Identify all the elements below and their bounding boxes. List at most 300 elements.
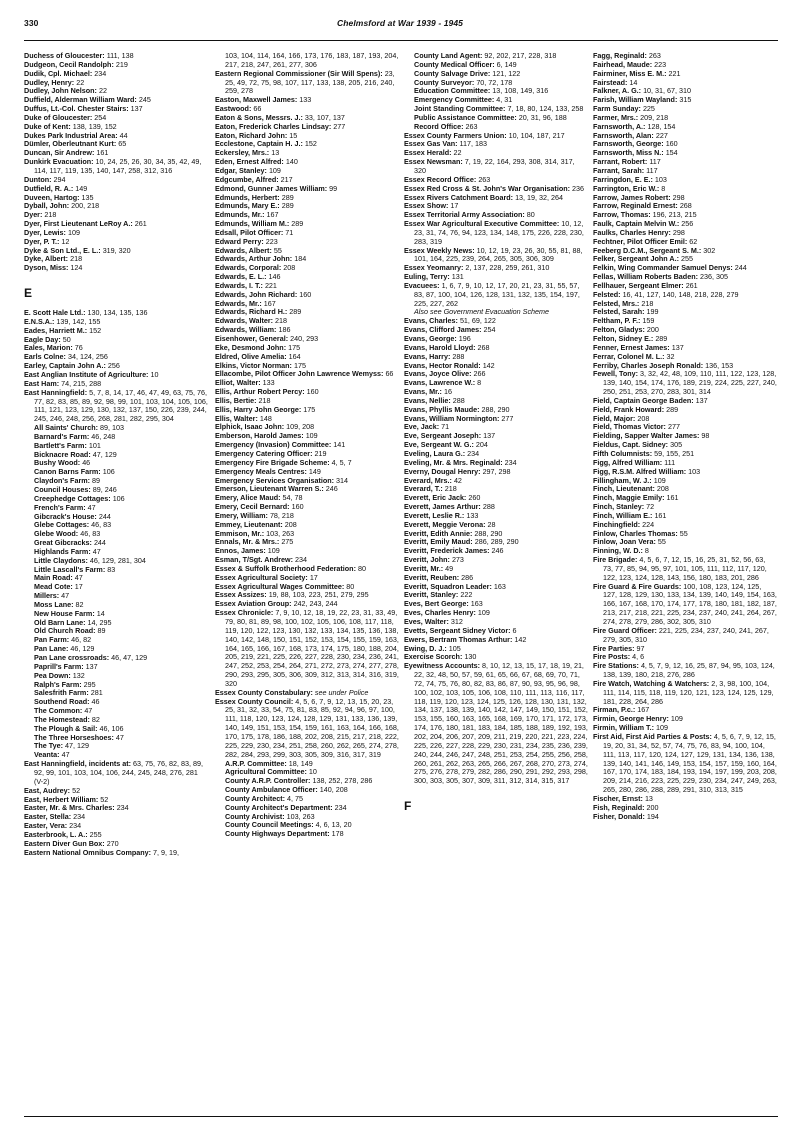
entry-name: Finlow, Charles Thomas: xyxy=(593,528,678,538)
entry-name: Edmunds, Herbert: xyxy=(215,192,280,202)
entry-pages: 46, 83 xyxy=(80,529,101,539)
entry-pages: 10, 12, 23, 31, 74, 76, 94, 123, 134, 148, 175, 226, 228, 230, 283, 319 xyxy=(414,219,584,246)
entry-pages: 289 xyxy=(281,201,294,211)
entry-name: Southend Road: xyxy=(34,697,90,707)
entry-name: Great Gibcracks: xyxy=(34,538,92,548)
entry-name: Exercise Scorch: xyxy=(404,652,463,662)
entry-pages: 106 xyxy=(102,467,115,477)
entry-name: Glebe Wood: xyxy=(34,529,79,539)
entry-name: Essex Show: xyxy=(404,201,449,211)
entry-pages: 161 xyxy=(96,148,109,158)
entry-pages: 46, 47, 129 xyxy=(111,653,148,662)
index-column-1 xyxy=(24,52,208,857)
entry-pages: 6 xyxy=(512,625,517,635)
entry-pages: 111 xyxy=(664,457,676,467)
entry-name: Duffield, Alderman William Ward: xyxy=(24,95,137,105)
entry-pages: 89, 246 xyxy=(92,484,117,494)
entry-pages: 225 xyxy=(642,104,655,114)
entry-name: Fire Posts: xyxy=(593,652,631,662)
index-entry xyxy=(24,158,208,176)
entry-pages: 160 xyxy=(299,289,312,299)
entry-pages: 246 xyxy=(491,546,504,556)
entry-pages: 47, 129 xyxy=(92,449,117,459)
entry-pages: 10, 24, 25, 26, 30, 34, 35, 42, 49, 114, 117, 119, 135, 140, 147, 258, 312, 316 xyxy=(34,157,202,175)
entry-pages: 131 xyxy=(451,272,464,282)
index-entry xyxy=(24,264,208,273)
entry-name: Eckersley, Mrs.: xyxy=(215,148,270,158)
entry-name: Edwards, Walter: xyxy=(215,316,274,326)
entry-name: Farrington, Eric W.: xyxy=(593,183,660,193)
entry-pages: 78, 218 xyxy=(269,510,294,520)
entry-pages: 10 xyxy=(308,767,317,777)
entry-pages: 109 xyxy=(67,227,80,237)
entry-pages: 47 xyxy=(61,750,70,760)
entry-name: Eveling, Mr. & Mrs. Reginald: xyxy=(404,457,503,467)
entry-pages: 33, 107, 137 xyxy=(304,112,345,122)
entry-pages: 221, 225, 234, 237, 240, 241, 267, 279, 305, 310 xyxy=(603,625,769,644)
entry-pages: 160 xyxy=(306,387,319,397)
entry-name: Fagg, Reginald: xyxy=(593,51,647,60)
entry-name: Everitt, Edith Annie: xyxy=(404,528,473,538)
entry-name: Fischer, Ernst: xyxy=(593,793,643,803)
entry-name: Edwards, William: xyxy=(215,325,277,335)
entry-name: Fire Brigade: xyxy=(593,555,638,565)
entry-pages: 8 xyxy=(477,378,482,388)
entry-name: Finning, W. D.: xyxy=(593,546,643,556)
entry-name: The Homestead: xyxy=(34,714,90,724)
entry-pages: 7, 18, 80, 124, 133, 258 xyxy=(507,104,584,114)
entry-pages: 255 xyxy=(89,829,102,839)
entry-pages: 71 xyxy=(441,422,450,432)
entry-pages: 15 xyxy=(289,130,298,140)
entry-name: Edwards, Albert: xyxy=(215,245,272,255)
entry-pages: 294 xyxy=(53,174,66,184)
entry-pages: 4, 31 xyxy=(496,95,513,105)
entry-name: Evans, Nellie: xyxy=(404,395,451,405)
entry-pages: 137 xyxy=(483,431,496,441)
entry-pages: 89 xyxy=(92,476,101,486)
entry-name: Felker, Sergeant John A.: xyxy=(593,254,680,264)
entry-name: Ennals, Mr. & Mrs.: xyxy=(215,537,280,547)
entry-pages: 256 xyxy=(681,219,694,229)
entry-name: County Council Meetings: xyxy=(225,820,314,830)
entry-name: Eastern National Omnibus Company: xyxy=(24,847,151,857)
entry-pages: 83 xyxy=(107,564,116,574)
entry-name: A.R.P. Committee: xyxy=(225,758,287,768)
entry-pages: 208 xyxy=(637,413,650,423)
entry-pages: 186 xyxy=(278,325,291,335)
entry-name: Edmunds, Mary E.: xyxy=(215,201,280,211)
entry-pages: 1, 6, 7, 9, 10, 12, 17, 20, 21, 23, 31, 55, 57, 83, 87, 100, 104, 126, 128, 131, 132, 135, 154, 197, 225, 227, 262 xyxy=(414,280,580,308)
entry-name: Dyer: xyxy=(24,210,43,220)
entry-pages: 137 xyxy=(85,661,98,671)
entry-pages: 50 xyxy=(62,334,71,344)
entry-pages: 4, 5, 7 xyxy=(331,457,352,467)
entry-pages: 139, 142, 155 xyxy=(56,316,101,326)
entry-pages: 103, 263 xyxy=(286,811,315,821)
entry-pages: 244 xyxy=(734,263,747,273)
entry-name: Evans, Harold Lloyd: xyxy=(404,342,476,352)
entry-pages: 234 xyxy=(334,802,347,812)
entry-pages: 277 xyxy=(667,422,680,432)
entry-pages: 141 xyxy=(333,440,346,450)
entry-name: Ellacombe, Pilot Officer John Lawrence Wemyss: xyxy=(215,369,384,379)
entry-pages: 142 xyxy=(514,634,527,644)
entry-pages: 281 xyxy=(90,688,103,698)
entry-name: County Ambulance Officer: xyxy=(225,785,318,795)
entry-name: County Surveyor: xyxy=(414,77,475,87)
entry-pages: 244 xyxy=(98,511,111,521)
entry-pages: 46, 129 xyxy=(70,644,95,654)
entry-name: Essex Gas Van: xyxy=(404,139,458,149)
entry-name: Emergency (Invasion) Committee: xyxy=(215,440,332,450)
entry-name: Essex Aviation Group: xyxy=(215,599,292,609)
entry-name: Fewell, Tony: xyxy=(593,369,638,379)
entry-name: Dunton: xyxy=(24,174,52,184)
entry-name: Easton, Maxwell James: xyxy=(215,95,298,105)
entry-name: Eisenhower, General: xyxy=(215,334,289,343)
entry-name: Pan Farm: xyxy=(34,635,70,645)
entry-pages: 218 xyxy=(641,298,654,308)
entry-pages: 46, 248 xyxy=(91,431,116,441)
entry-name: Easter, Vera: xyxy=(24,821,68,831)
entry-pages: 255 xyxy=(681,254,694,264)
entry-pages: 263 xyxy=(465,121,478,131)
entry-pages: 47 xyxy=(92,546,101,556)
entry-name: Edward Perry: xyxy=(215,236,264,246)
entry-name: Essex Newsman: xyxy=(404,157,463,167)
entry-name: Fielding, Sapper Walter James: xyxy=(593,431,700,441)
entry-pages: 66 xyxy=(253,104,262,114)
entry-name: Essex Record Office: xyxy=(404,174,477,184)
entry-pages: 135 xyxy=(81,192,94,202)
index-entry xyxy=(404,247,588,265)
entry-name: The Tye: xyxy=(34,741,64,751)
entry-pages: 146 xyxy=(268,272,281,282)
entry-pages: 4, 6, 13, 20 xyxy=(315,820,352,830)
entry-name: Eades, Harriett M.: xyxy=(24,325,88,335)
entry-name: Everitt, Emily Maud: xyxy=(404,537,473,547)
entry-name: Ellis, Bertie: xyxy=(215,395,257,405)
entry-name: Essex Agricultural Society: xyxy=(215,572,308,582)
entry-pages: 46, 129, 281, 304 xyxy=(89,555,146,565)
entry-name: Duke of Kent: xyxy=(24,121,71,131)
entry-pages: 242, 243, 244 xyxy=(293,599,338,609)
entry-pages: 234 xyxy=(467,448,480,458)
entry-name: Ralph's Farm: xyxy=(34,679,82,689)
entry-pages: 22 xyxy=(453,148,462,158)
entry-pages: 270 xyxy=(106,838,119,848)
entry-pages: 273 xyxy=(451,555,464,565)
entry-name: Farmer, Mrs.: xyxy=(593,112,639,122)
entry-pages: 297, 298 xyxy=(482,466,511,476)
entry-name: Evacuees: xyxy=(404,280,440,290)
entry-name: Barnard's Farm: xyxy=(34,431,90,441)
entry-name: Everitt, John: xyxy=(404,555,450,565)
entry-pages: 109 xyxy=(268,165,281,175)
entry-name: Eastern Diver Gun Box: xyxy=(24,838,105,848)
entry-pages: 89, 103 xyxy=(100,423,124,433)
entry-pages: 289 xyxy=(655,334,668,343)
entry-name: Esman, T/Sgt. Andrew: xyxy=(215,555,294,565)
entry-name: Eagle Day: xyxy=(24,334,61,344)
entry-name: Edmond, Gunner James William: xyxy=(215,183,328,193)
entry-name: Evans, Lawrence W.: xyxy=(404,378,476,388)
entry-pages: 167 xyxy=(263,298,276,308)
entry-name: Fairminer, Miss E. M.: xyxy=(593,68,667,78)
entry-pages: 2, 3, 98, 100, 104, 111, 114, 115, 118, 119, 120, 121, 123, 124, 125, 129, 181, 228, 264, 286 xyxy=(603,678,774,706)
entry-pages: 16 xyxy=(443,387,452,397)
entry-name: Everitt, Mr.: xyxy=(404,563,444,573)
cross-reference: Also see Government Evacuation Scheme xyxy=(414,307,550,317)
entry-pages: 117 xyxy=(649,157,661,167)
entry-name: Everitt, Reuben: xyxy=(404,572,460,582)
entry-pages: 42 xyxy=(453,475,462,485)
entry-pages: 106 xyxy=(112,493,125,503)
entry-name: Everitt, Frederick James: xyxy=(404,546,490,556)
entry-name: Feltham, P. F.: xyxy=(593,316,641,326)
entry-name: Easter, Mr. & Mrs. Charles: xyxy=(24,803,115,813)
entry-name: County Salvage Drive: xyxy=(414,68,491,78)
entry-name: Dümler, Oberleutnant Kurt: xyxy=(24,139,117,149)
entry-name: Emergency Catering Officer: xyxy=(215,448,313,458)
entry-name: Farnsworth, Alan: xyxy=(593,130,654,140)
entry-pages: 298 xyxy=(672,227,685,237)
entry-name: Farrow, Thomas: xyxy=(593,210,651,220)
entry-pages: 133 xyxy=(262,378,275,388)
entry-name: Duveen, Hartog: xyxy=(24,192,80,202)
entry-name: Fire Watch, Watching & Watchers: xyxy=(593,678,710,688)
section-letter: F xyxy=(404,799,412,814)
entry-name: Finchingfield: xyxy=(593,519,641,529)
entry-name: Dudley, John Nelson: xyxy=(24,86,97,96)
entry-pages: 268 xyxy=(477,342,490,352)
entry-pages: 4, 6 xyxy=(632,652,645,662)
entry-pages: 208 xyxy=(283,263,296,273)
entry-name: Ferriby, Charles Joseph Ronald: xyxy=(593,360,704,370)
index-entry xyxy=(24,849,208,858)
entry-name: Evetts, Sergeant Sidney Victor: xyxy=(404,625,511,635)
entry-name: Dutfield, R. A.: xyxy=(24,183,74,193)
entry-name: Ewers, Bertram Thomas Arthur: xyxy=(404,634,513,644)
entry-pages: 204 xyxy=(475,440,488,450)
entry-pages: 208 xyxy=(656,484,669,494)
entry-name: Eves, Walter: xyxy=(404,617,449,626)
entry-name: Farrant, Robert: xyxy=(593,157,648,167)
entry-pages: 312 xyxy=(450,617,463,626)
entry-pages: 109 xyxy=(477,608,490,618)
entry-pages: 128, 154 xyxy=(647,121,676,131)
entry-name: Essex Rivers Catchment Board: xyxy=(404,192,514,202)
entry-name: Evans, Clifford James: xyxy=(404,325,482,335)
entry-name: Essex Yeomanry: xyxy=(404,263,464,273)
entry-pages: 80 xyxy=(526,210,535,220)
index-entry xyxy=(593,583,777,627)
entry-name: Duchess of Gloucester: xyxy=(24,51,105,60)
entry-name: East Anglian Institute of Agriculture: xyxy=(24,370,149,379)
entry-pages: 319, 320 xyxy=(102,245,131,255)
entry-pages: 46 xyxy=(82,458,91,468)
entry-pages: 149 xyxy=(308,466,321,476)
entry-name: Emerson, Lieutenant Warren S.: xyxy=(215,484,324,494)
entry-name: County Land Agent: xyxy=(414,51,483,60)
entry-name: Evans, Mr.: xyxy=(404,387,442,397)
entry-name: Emberson, Harold James: xyxy=(215,431,304,441)
entry-name: Evans, Charles: xyxy=(404,316,458,326)
entry-pages: 46, 82 xyxy=(71,635,92,645)
entry-name: Essex County Farmers Union: xyxy=(404,130,507,140)
entry-pages: 222 xyxy=(460,590,473,600)
entry-pages: 103, 263 xyxy=(266,528,295,538)
entry-name: Farnsworth, George: xyxy=(593,139,664,149)
entry-pages: 6, 149 xyxy=(496,59,517,69)
entry-pages: 111, 138 xyxy=(106,51,134,60)
entry-pages: 175 xyxy=(293,360,306,370)
entry-name: Millers: xyxy=(34,591,60,601)
entry-pages: 12 xyxy=(61,236,70,246)
entry-name: Firmin, William T.: xyxy=(593,723,655,733)
entry-name: Finch, Maggie Emily: xyxy=(593,493,665,503)
entry-pages: 234 xyxy=(116,803,129,813)
entry-pages: 223 xyxy=(265,236,278,246)
entry-pages: 32 xyxy=(666,351,675,361)
entry-name: Main Road: xyxy=(34,573,73,583)
entry-name: Pan Lane crossroads: xyxy=(34,653,110,662)
entry-pages: 219 xyxy=(115,59,128,69)
entry-name: Essex Red Cross & St. John's War Organisation: xyxy=(404,183,570,193)
section-letter: E xyxy=(24,286,33,301)
entry-name: Fire Guard Officer: xyxy=(593,625,657,635)
entry-name: Emmey, Lieutenant: xyxy=(215,519,283,529)
entry-name: Edmunds, William M.: xyxy=(215,219,290,229)
entry-pages: 54, 78 xyxy=(282,493,303,503)
entry-name: Firmin, George Henry: xyxy=(593,714,669,724)
entry-name: Evans, Joyce Olive: xyxy=(404,369,472,379)
entry-name: Fish, Reginald: xyxy=(593,802,645,812)
entry-pages: 44 xyxy=(119,130,128,140)
entry-name: Claydon's Farm: xyxy=(34,476,91,486)
entry-name: Fellas, William Roberts Baden: xyxy=(593,272,698,282)
entry-name: Eveling, Laura G.: xyxy=(404,448,466,458)
index-entry xyxy=(593,813,777,822)
entry-pages: 136, 153 xyxy=(705,360,734,370)
entry-name: Duncan, Sir Andrew: xyxy=(24,148,95,158)
entry-name: Finlow, Joan Vera: xyxy=(593,537,656,547)
footer-rule xyxy=(24,1116,778,1117)
entry-name: Felsted, Mrs.: xyxy=(593,298,640,308)
entry-pages: 218 xyxy=(44,210,57,220)
entry-pages: 47 xyxy=(61,591,70,601)
entry-pages: 261 xyxy=(134,219,147,229)
entry-name: Finch, William E.: xyxy=(593,510,653,520)
entry-name: Farringdon, E. E.: xyxy=(593,174,653,184)
entry-pages: 268 xyxy=(679,201,692,211)
entry-name: First Aid, First Aid Parties & Posts: xyxy=(593,731,712,741)
entry-name: Gibcrack's House: xyxy=(34,511,97,521)
entry-name: Edwards, Richard H.: xyxy=(215,307,288,317)
entry-name: Everett, Eric Jack: xyxy=(404,493,467,503)
entry-pages: 47 xyxy=(115,732,124,742)
entry-pages: 46 xyxy=(91,697,100,707)
entry-pages: 152 xyxy=(304,139,317,149)
entry-name: Emergency Committee: xyxy=(414,95,495,105)
entry-name: Field, Captain George Baden: xyxy=(593,395,694,405)
entry-name: Fenner, Ernest James: xyxy=(593,342,670,352)
entry-name: Essex County Council: xyxy=(215,696,294,706)
entry-pages: 263 xyxy=(478,174,491,184)
entry-pages: 28 xyxy=(487,519,496,529)
entry-name: Highlands Farm: xyxy=(34,546,91,556)
entry-name: Dyer, Lewis: xyxy=(24,227,66,237)
entry-name: Record Office: xyxy=(414,121,464,131)
entry-name: Fire Stations: xyxy=(593,661,639,671)
entry-name: The Three Horseshoes: xyxy=(34,732,114,742)
entry-name: Moss Lane: xyxy=(34,599,74,609)
entry-pages: 109 xyxy=(305,431,318,441)
entry-pages: 240, 293 xyxy=(290,334,319,343)
entry-name: Fechtner, Pilot Officer Emil: xyxy=(593,236,688,246)
entry-pages: 167 xyxy=(266,210,279,220)
entry-pages: 288 xyxy=(452,351,465,361)
entry-name: Dyball, John: xyxy=(24,201,70,211)
entry-pages: 160 xyxy=(291,502,304,512)
entry-name: Old Church Road: xyxy=(34,626,96,636)
entry-pages: 224 xyxy=(642,519,655,529)
entry-pages: 138, 252, 278, 286 xyxy=(312,776,373,786)
entry-pages: 315 xyxy=(679,95,692,105)
entry-pages: 103, 104, 114, 164, 166, 173, 176, 183, 187, 193, 204, 217, 218, 247, 261, 277, 306 xyxy=(225,51,399,69)
entry-name: Glebe Cottages: xyxy=(34,520,90,530)
entry-name: Elliot, Walter: xyxy=(215,378,261,388)
entry-pages: 47 xyxy=(87,502,96,512)
entry-name: County Architect's Department: xyxy=(225,802,333,812)
entry-pages: 184 xyxy=(294,254,307,264)
entry-pages: 3, 32, 42, 48, 109, 110, 111, 122, 123, 128, 139, 140, 154, 174, 176, 189, 219, 224, 225, 227, 240, 250, 251, 253, 270, 283, 301, 314 xyxy=(603,369,777,397)
entry-pages: 277 xyxy=(501,413,514,423)
entry-name: E.N.S.A.: xyxy=(24,316,55,326)
entry-pages: 13, 108, 149, 316 xyxy=(492,86,549,96)
entry-name: Dyer, P. T.: xyxy=(24,236,60,246)
entry-name: Public Assistance Committee: xyxy=(414,112,517,122)
entry-name: Farm Sunday: xyxy=(593,104,641,114)
entry-name: Dyke & Son Ltd., E. L.: xyxy=(24,245,101,255)
entry-name: Figg, Alfred William: xyxy=(593,457,663,467)
entry-name: Ellis, Arthur Robert Percy: xyxy=(215,387,305,397)
entry-name: East Hanningfield: xyxy=(24,387,88,397)
entry-pages: 266 xyxy=(473,369,486,379)
entry-name: Everett, Meggie Verona: xyxy=(404,519,486,529)
entry-name: Farrow, James Robert: xyxy=(593,192,671,202)
entry-pages: 76 xyxy=(74,343,83,353)
entry-name: Felsted, Sarah: xyxy=(593,307,645,317)
entry-pages: 46, 106 xyxy=(99,723,124,733)
entry-pages: 152 xyxy=(89,325,102,335)
entry-pages: 17 xyxy=(74,582,83,592)
entry-name: Edgar, Stanley: xyxy=(215,165,267,175)
entry-name: Little Lascall's Farm: xyxy=(34,564,106,574)
entry-pages: 288, 290 xyxy=(474,528,503,538)
entry-pages: 23, 25, 49, 72, 75, 98, 107, 117, 133, 138, 205, 216, 240, 259, 278 xyxy=(225,68,395,96)
entry-name: Elphick, Isaac John: xyxy=(215,422,285,432)
entry-pages: 22 xyxy=(98,86,107,96)
entry-pages: 209, 218 xyxy=(640,112,669,122)
entry-pages: 199 xyxy=(646,307,659,317)
entry-name: Eales, Marion: xyxy=(24,343,73,353)
index-column-3 xyxy=(404,52,588,822)
entry-pages: 10, 12, 19, 23, 26, 30, 55, 81, 88, 101, 164, 225, 239, 264, 265, 305, 306, 309 xyxy=(414,245,583,264)
entry-name: Essex Chronicle: xyxy=(215,608,274,618)
entry-name: Evans, William Normington: xyxy=(404,413,500,423)
